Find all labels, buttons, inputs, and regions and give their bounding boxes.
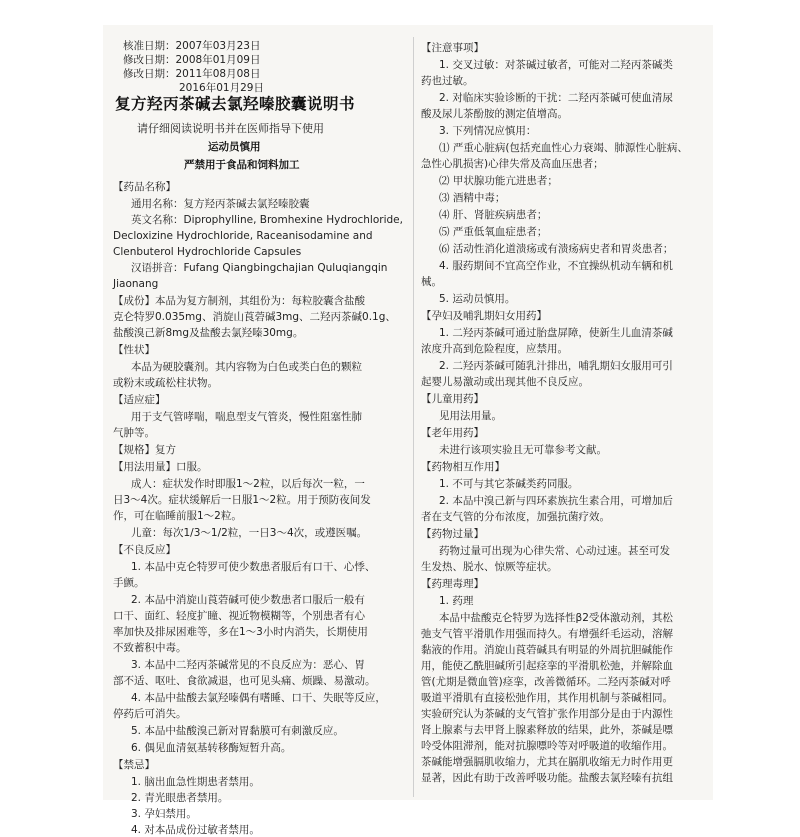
left-text-line: 克仑特罗0.035mg、消旋山莨菪碱3mg、二羟丙茶碱0.1g、 [113,311,396,323]
right-text-line: ⑶ 酒精中毒； [439,192,506,204]
left-text-line: 请仔细阅读说明书并在医师指导下使用 [137,122,324,135]
right-text-line: 呤受体阻滞剂，能对抗腺嘌呤等对呼吸道的收缩作用。 [421,740,673,752]
right-text-line: 1. 交叉过敏：对茶碱过敏者，可能对二羟丙茶碱类 [439,59,673,71]
right-text-line: 2. 对临床实验诊断的干扰：二羟丙茶碱可使血清尿 [439,92,673,104]
column-divider [413,37,414,797]
right-text-line: 酸及尿儿茶酚胺的测定值增高。 [421,108,568,120]
right-text-line: 急性心肌损害)心律失常及高血压患者； [421,158,604,170]
right-text-line: 者在支气管的分布浓度，加强抗菌疗效。 [421,511,610,523]
left-text-line: 1. 本品中克仑特罗可使少数患者服后有口干、心悸、 [131,561,376,573]
right-text-line: ⑷ 肝、肾脏疾病患者； [439,209,548,221]
right-text-line: 药也过敏。 [421,75,474,87]
right-text-line: 实验研究认为茶碱的支气管扩张作用部分是由于内源性 [421,708,673,720]
left-text-line: Decloxizine Hydrochloride, Raceanisodamine and [113,230,373,242]
right-text-line: 【药物相互作用】 [421,461,505,473]
left-text-line: 2. 本品中消旋山莨菪碱可使少数患者口服后一般有 [131,594,365,606]
left-text-line: 【不良反应】 [113,544,176,556]
left-text-line: 【禁忌】 [113,759,155,771]
right-text-line: ⑵ 甲状腺功能亢进患者； [439,175,558,187]
left-text-line: 3. 孕妇禁用。 [131,808,197,820]
right-text-line: 【药物过量】 [421,528,484,540]
left-text-line: 2. 青光眼患者禁用。 [131,792,229,804]
left-text-line: 气肿等。 [113,427,155,439]
left-text-line: 修改日期：2011年08月08日 [123,68,261,80]
left-text-line: 3. 本品中二羟丙茶碱常见的不良反应为：恶心、胃 [131,659,365,671]
right-text-line: 起婴儿易激动或出现其他不良反应。 [421,376,589,388]
right-text-line: ⑹ 活动性消化道溃疡或有溃疡病史者和胃炎患者； [439,243,674,255]
right-text-line: 茶碱能增强膈肌收缩力，尤其在膈肌收缩无力时作用更 [421,756,673,768]
right-text-line: ⑴ 严重心脏病(包括充血性心力衰竭、肺源性心脏病、 [439,142,688,154]
left-text-line: 成人：症状发作时即服1～2粒，以后每次一粒，一 [131,478,365,490]
left-text-line: 汉语拼音：Fufang Qiangbingchajian Quluqiangqin [131,262,388,274]
left-text-line: 手颤。 [113,577,145,589]
left-text-line: 2016年01月29日 [179,82,264,94]
right-text-line: 1. 不可与其它茶碱类药同服。 [439,478,579,490]
right-text-line: 1. 二羟丙茶碱可通过胎盘屏障，使新生儿血清茶碱 [439,327,673,339]
right-text-line: 【药理毒理】 [421,578,484,590]
left-text-line: 或粉末或疏松柱状物。 [113,377,218,389]
right-text-line: 药物过量可出现为心律失常、心动过速。甚至可发 [439,545,670,557]
left-text-line: 【规格】复方 [113,444,176,456]
right-text-line: ⑸ 严重低氧血症患者； [439,226,548,238]
left-text-line: 作，可在临睡前服1～2粒。 [113,510,242,522]
right-text-line: 2. 本品中溴己新与四环素族抗生素合用，可增加后 [439,495,673,507]
right-text-line: 未进行该项实验且无可靠参考文献。 [439,444,607,456]
left-text-line: 本品为硬胶囊剂。其内容物为白色或类白色的颗粒 [131,361,362,373]
left-text-line: 【用法用量】口服。 [113,461,208,473]
right-text-line: 4. 服药期间不宜高空作业，不宜操纵机动车辆和机 [439,260,673,272]
left-text-line: Jiaonang [113,278,159,290]
instruction-leaflet [103,25,713,836]
left-text-line: Clenbuterol Hydrochloride Capsules [113,246,302,258]
left-text-line: 1. 脑出血急性期患者禁用。 [131,776,260,788]
left-text-line: 用于支气管哮喘，喘息型支气管炎，慢性阻塞性肺 [131,411,362,423]
right-text-line: 弛支气管平滑肌作用强而持久。有增强纤毛运动，溶解 [421,628,673,640]
right-text-line: 2. 二羟丙茶碱可随乳汁排出，哺乳期妇女服用可引 [439,360,673,372]
left-text-line: 【药品名称】 [113,181,176,193]
left-text-line: 不致蓄积中毒。 [113,642,187,654]
right-text-line: 用，能使乙酰胆碱所引起痉挛的平滑肌松弛，并解除血 [421,660,673,672]
right-text-line: 1. 药理 [439,595,474,607]
right-text-line: 【老年用药】 [421,427,484,439]
left-text-line: 4. 本品中盐酸去氯羟嗪偶有嗜睡、口干、失眠等反应， [131,692,386,704]
left-text-line: 【成份】本品为复方制剂，其组份为：每粒胶囊含盐酸 [113,295,365,307]
right-text-line: 生发热、脱水、惊厥等症状。 [421,561,558,573]
right-text-line: 械。 [421,276,442,288]
left-text-line: 5. 本品中盐酸溴己新对胃黏膜可有刺激反应。 [131,725,344,737]
left-text-line: 修改日期：2008年01月09日 [123,54,261,66]
left-text-line: 口干、面红、轻度扩瞳、视近物模糊等，个别患者有心 [113,610,365,622]
right-text-line: 肾上腺素与去甲肾上腺素释放的结果，此外，茶碱是嘌 [421,724,673,736]
left-text-line: 儿童：每次1/3～1/2粒，一日3～4次，或遵医嘱。 [131,527,368,539]
right-text-line: 5. 运动员慎用。 [439,293,516,305]
right-text-line: 吸道平滑肌有直接松弛作用，其作用机制与茶碱相同。 [421,692,673,704]
right-text-line: 黏液的作用。消旋山莨菪碱具有明显的外周抗胆碱能作 [421,644,673,656]
left-text-line: 部不适、呕吐、食欲减退，也可见头痛、烦躁、易激动。 [113,675,376,687]
left-text-line: 严禁用于食品和饲料加工 [184,159,300,171]
right-text-line: 显著，因此有助于改善呼吸功能。盐酸去氯羟嗪有抗组 [421,772,673,784]
left-text-line: 4. 对本品成份过敏者禁用。 [131,824,260,836]
right-text-line: 本品中盐酸克仑特罗为选择性β2受体激动剂，其松 [439,612,673,624]
right-text-line: 浓度升高到危险程度，应禁用。 [421,343,568,355]
left-text-line: 复方羟丙茶碱去氯羟嗪胶囊说明书 [115,95,356,113]
left-text-line: 日3～4次。症状缓解后一日服1～2粒。用于预防夜间发 [113,494,371,506]
right-text-line: 3. 下列情况应慎用： [439,125,537,137]
left-text-line: 核准日期：2007年03月23日 [123,40,261,52]
right-text-line: 【注意事项】 [421,42,484,54]
left-text-line: 停药后可消失。 [113,708,187,720]
left-text-line: 【性状】 [113,344,155,356]
right-text-line: 【儿童用药】 [421,393,484,405]
right-text-line: 管(尤期是微血管)痉挛，改善微循环。二羟丙茶碱对呼 [421,676,671,688]
right-text-line: 【孕妇及哺乳期妇女用药】 [421,310,547,322]
left-text-line: 【适应症】 [113,394,166,406]
left-text-line: 通用名称：复方羟丙茶碱去氯羟嗪胶囊 [131,198,310,210]
right-text-line: 见用法用量。 [439,410,502,422]
left-text-line: 运动员慎用 [208,141,261,153]
left-text-line: 6. 偶见血清氨基转移酶短暂升高。 [131,742,292,754]
left-text-line: 盐酸溴己新8mg及盐酸去氯羟嗪30mg。 [113,327,304,339]
left-text-line: 英文名称：Diprophylline, Bromhexine Hydrochloride, [131,214,403,226]
left-text-line: 率加快及排尿困难等，多在1～3小时内消失，长期使用 [113,626,368,638]
